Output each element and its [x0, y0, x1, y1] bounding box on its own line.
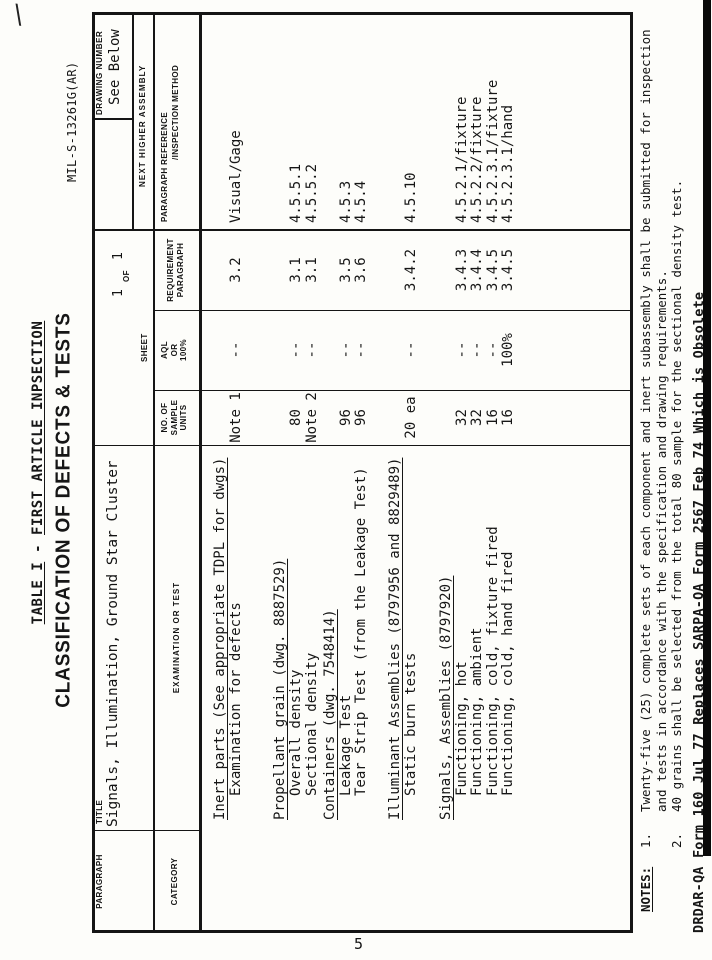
examination-text: Inert parts (See appropriate TDPL for dwgs) — [212, 457, 228, 820]
table-caption — [30, 12, 46, 933]
sample-units-column-label — [160, 390, 189, 445]
table-row — [353, 12, 369, 933]
title-label: TITLE — [95, 799, 104, 824]
examination-text: Static burn tests — [402, 652, 419, 796]
page-number: 5 — [354, 935, 364, 953]
drawing-nexthigher-divider — [132, 12, 134, 230]
req-value: 3.4.5 — [500, 248, 516, 292]
reference-value: 4.5.2.1/fixture — [453, 96, 470, 223]
table-row-group-header — [212, 12, 228, 933]
table-caption-title: FIRST ARTICLE INPSECTION — [30, 320, 46, 535]
next-higher-assembly-label: NEXT HIGHER ASSEMBLY — [138, 64, 147, 187]
req-value: 3.2 — [228, 257, 244, 283]
note-text-line: 40 grains shall be selected from the total 80 sample for the sectional density test. — [669, 179, 684, 812]
sample-value: 16 — [484, 409, 501, 426]
sheet-total-value: 1 — [111, 252, 126, 260]
sample-value: Note 2 — [303, 392, 320, 443]
paragraph-column-label: PARAGRAPH — [95, 854, 104, 909]
req-value: 3.5 — [337, 257, 354, 283]
reference-column-label-line2: /INSPECTION METHOD — [171, 64, 180, 160]
sample-value: 96 — [337, 409, 354, 426]
title-value: Signals, Illumination, Ground Star Cluster — [105, 460, 121, 827]
req-value: 3.6 — [353, 257, 369, 283]
table-row — [500, 12, 516, 933]
aql-value: -- — [337, 341, 354, 359]
examination-text: Signals, Assemblies (8797920) — [438, 575, 454, 820]
drawing-number-value: See Below — [107, 29, 123, 105]
drawing-number-subcell-line — [92, 118, 133, 120]
table-row-group-header — [438, 12, 454, 933]
sample-value: 16 — [500, 409, 516, 426]
examination-text: Propellant grain (dwg. 8887529) — [272, 558, 288, 820]
note-number: 2. — [669, 832, 684, 848]
table-border-top — [92, 12, 95, 933]
table-row — [338, 12, 354, 933]
requirement-column-label — [166, 230, 185, 310]
note-number: 1. — [638, 832, 653, 848]
reference-column-label-line1: PARAGRAPH REFERENCE — [160, 111, 169, 222]
table-row — [228, 12, 244, 933]
reference-value: 4.5.2.3.1/fixture — [484, 79, 501, 223]
reference-value: 4.5.5.1 — [288, 163, 304, 223]
header-row-divider — [153, 12, 155, 830]
sample-value: 80 — [288, 409, 304, 426]
aql-value: -- — [228, 341, 244, 359]
drawing-number-label: DRAWING NUMBER — [95, 30, 104, 115]
table-row — [469, 12, 485, 933]
table-row — [454, 12, 470, 933]
note-text-line: and tests in accordance with the specification and drawing requirements. — [653, 270, 669, 812]
table-caption-number: TABLE I — [30, 561, 46, 625]
classification-heading: CLASSIFICATION OF DEFECTS & TESTS — [52, 312, 75, 708]
sample-value: 32 — [469, 409, 485, 426]
category-column-label: CATEGORY — [170, 857, 179, 906]
stray-pen-mark: \ — [11, 0, 25, 31]
spec-number: MIL-S-13261G(AR) — [65, 61, 79, 182]
table-row-group-header — [272, 12, 288, 933]
column-label-line: 100% — [179, 338, 188, 362]
table-caption-separator: - — [30, 535, 46, 562]
form-id-footer: DRDAR-QA Form 160 Jul 77 Replaces SARPA-QA Form 2567 Feb 74 Which is Obsolete — [691, 291, 707, 933]
notes-label: NOTES: — [638, 866, 653, 912]
req-value: 3.1 — [288, 257, 304, 283]
aql-value: -- — [353, 341, 369, 359]
aql-column-label — [160, 310, 189, 390]
examination-text: Sectional density — [303, 652, 320, 796]
reference-value: 4.5.3 — [337, 180, 354, 223]
sample-value: 32 — [453, 409, 470, 426]
aql-value: -- — [303, 341, 320, 359]
aql-value: -- — [288, 341, 304, 359]
sheet-label: SHEET — [140, 333, 149, 362]
examination-text: Examination for defects — [228, 602, 244, 796]
examination-text: Functioning, cold, hand fired — [500, 551, 516, 796]
req-value: 3.4.5 — [484, 248, 501, 292]
req-value: 3.1 — [303, 257, 320, 283]
req-value: 3.4.4 — [469, 248, 485, 292]
aql-value: 100% — [500, 333, 516, 367]
sheet-of-label: OF — [122, 270, 131, 282]
sample-value: 96 — [353, 409, 369, 426]
table-row — [288, 12, 304, 933]
note-text-line: Twenty-five (25) complete sets of each component and inert subassembly shall be submitted for inspection — [638, 29, 653, 812]
table-border-bottom — [630, 12, 633, 933]
sample-value: 20 ea — [402, 396, 419, 439]
column-label-line: NO. OF — [160, 402, 169, 433]
column-label-line: REQUIREMENT — [166, 238, 175, 302]
aql-value: -- — [402, 341, 419, 359]
examination-text: Tear Strip Test (from the Leakage Test) — [353, 467, 369, 796]
column-label-line: AQL — [160, 340, 169, 360]
examination-text: Overall density — [288, 669, 304, 796]
table-row — [304, 12, 320, 933]
aql-value: -- — [484, 341, 501, 359]
req-value: 3.4.2 — [402, 248, 419, 292]
examination-text: Functioning, cold, fixture fired — [484, 526, 501, 796]
sample-value: Note 1 — [228, 392, 244, 443]
examination-text: Functioning, hot — [453, 661, 470, 796]
reference-value: 4.5.2.2/fixture — [469, 96, 485, 223]
column-label-line: UNITS — [179, 404, 188, 431]
req-value: 3.4.3 — [453, 248, 470, 292]
examination-text: Leakage Test — [337, 694, 354, 796]
examination-text: Functioning, ambient — [469, 627, 485, 796]
table-row — [403, 12, 419, 933]
reference-value: 4.5.4 — [353, 180, 369, 223]
table-row — [485, 12, 501, 933]
aql-value: -- — [453, 341, 470, 359]
examination-column-label: EXAMINATION OR TEST — [172, 581, 181, 694]
reference-value: 4.5.10 — [402, 172, 419, 223]
column-label-line: PARAGRAPH — [175, 242, 185, 298]
reference-value: 4.5.2.3.1/hand — [500, 104, 516, 223]
header-bottom-divider — [199, 12, 202, 933]
examination-text: Illuminant Assemblies (8797956 and 8829489) — [387, 457, 403, 820]
reference-value: Visual/Gage — [228, 130, 244, 223]
aql-value: -- — [469, 341, 485, 359]
sheet-page-value: 1 — [111, 289, 126, 297]
table-row-group-header — [387, 12, 403, 933]
category-column-line — [92, 830, 201, 832]
column-label-line: OR — [169, 343, 179, 357]
table-row-group-header — [322, 12, 338, 933]
paragraph-category-divider — [153, 829, 155, 933]
examination-text: Containers (dwg. 7548414) — [322, 609, 338, 820]
reference-value: 4.5.5.2 — [303, 163, 320, 223]
column-label-line: SAMPLE — [169, 399, 179, 436]
